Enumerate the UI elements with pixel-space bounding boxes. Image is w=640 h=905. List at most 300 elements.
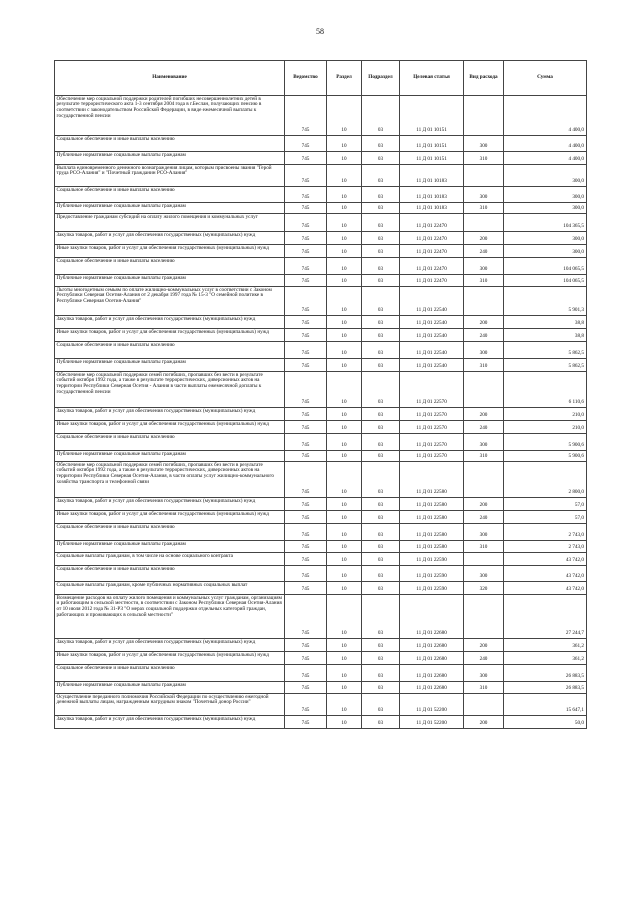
cell-ved: 745 — [285, 408, 327, 421]
table-row — [55, 245, 587, 258]
table-row — [55, 316, 587, 329]
cell-ved: 745 — [285, 316, 327, 329]
cell-sum: 104 065,5 — [504, 275, 587, 287]
cell-razdel: 10 — [327, 187, 362, 203]
cell-sum: 27 244,7 — [504, 595, 587, 639]
cell-podrazdel: 03 — [362, 694, 400, 716]
cell-target-article: 11 Д 01 22680 — [400, 595, 464, 639]
cell-ved: 745 — [285, 258, 327, 275]
cell-target-article: 11 Д 01 10151 — [400, 152, 464, 165]
cell-target-article: 11 Д 01 22680 — [400, 665, 464, 682]
table-row — [55, 652, 587, 665]
cell-razdel: 10 — [327, 541, 362, 553]
cell-expense-type: 310 — [464, 152, 504, 165]
cell-podrazdel: 03 — [362, 329, 400, 342]
cell-razdel: 10 — [327, 582, 362, 595]
cell-razdel: 10 — [327, 451, 362, 462]
cell-podrazdel: 03 — [362, 203, 400, 214]
cell-expense-type: 200 — [464, 408, 504, 421]
cell-podrazdel: 03 — [362, 498, 400, 511]
cell-target-article: 11 Д 01 10151 — [400, 136, 464, 152]
cell-podrazdel: 03 — [362, 553, 400, 566]
cell-name: Иные закупки товаров, работ и услуг для обеспечения государственных (муниципальных) нужд — [55, 245, 285, 258]
cell-ved: 745 — [285, 694, 327, 716]
cell-razdel: 10 — [327, 287, 362, 316]
cell-sum: 300,0 — [504, 232, 587, 245]
cell-razdel: 10 — [327, 652, 362, 665]
cell-target-article: 11 Д 01 10183 — [400, 203, 464, 214]
cell-target-article: 11 Д 01 22590 — [400, 553, 464, 566]
cell-ved: 745 — [285, 232, 327, 245]
cell-ved: 745 — [285, 541, 327, 553]
cell-sum: 210,0 — [504, 408, 587, 421]
cell-podrazdel: 03 — [362, 287, 400, 316]
cell-target-article: 11 Д 01 22470 — [400, 245, 464, 258]
cell-expense-type: 300 — [464, 342, 504, 359]
cell-name: Иные закупки товаров, работ и услуг для обеспечения государственных (муниципальных) нужд — [55, 511, 285, 524]
cell-sum: 104 365,5 — [504, 214, 587, 232]
cell-expense-type — [464, 372, 504, 408]
cell-ved: 745 — [285, 372, 327, 408]
table-row — [55, 553, 587, 566]
cell-name: Социальные выплаты гражданам, в том числе на основе социального контракта — [55, 553, 285, 566]
cell-razdel: 10 — [327, 359, 362, 372]
cell-name: Социальное обеспечение и иные выплаты населению — [55, 187, 285, 203]
cell-name: Публичные нормативные социальные выплаты гражданам — [55, 359, 285, 372]
cell-expense-type — [464, 214, 504, 232]
cell-sum: 300,0 — [504, 245, 587, 258]
cell-sum: 361,2 — [504, 652, 587, 665]
cell-ved: 745 — [285, 165, 327, 187]
table-header — [55, 61, 587, 96]
cell-podrazdel: 03 — [362, 434, 400, 451]
cell-razdel: 10 — [327, 595, 362, 639]
cell-target-article: 11 Д 01 22580 — [400, 462, 464, 498]
table-row — [55, 511, 587, 524]
cell-target-article: 11 Д 01 22570 — [400, 451, 464, 462]
cell-podrazdel: 03 — [362, 682, 400, 694]
cell-name: Выплата единовременного денежного вознаграждения лицам, которым присвоены звания "Герой труда РСО-Алания" и "Почетный гражданин РСО-Алания" — [55, 165, 285, 187]
cell-name: Публичные нормативные социальные выплаты гражданам — [55, 152, 285, 165]
cell-name: Социальное обеспечение и иные выплаты населению — [55, 566, 285, 582]
cell-name: Публичные нормативные социальные выплаты гражданам — [55, 682, 285, 694]
cell-target-article: 11 Д 01 52200 — [400, 716, 464, 729]
cell-razdel: 10 — [327, 421, 362, 434]
cell-expense-type: 240 — [464, 511, 504, 524]
header-sum: Сумма — [504, 61, 587, 96]
table-row — [55, 421, 587, 434]
cell-podrazdel: 03 — [362, 136, 400, 152]
cell-expense-type: 310 — [464, 451, 504, 462]
cell-ved: 745 — [285, 329, 327, 342]
cell-sum: 38,8 — [504, 316, 587, 329]
cell-name: Закупка товаров, работ и услуг для обеспечения государственных (муниципальных) нужд — [55, 639, 285, 652]
cell-podrazdel: 03 — [362, 595, 400, 639]
table-row — [55, 498, 587, 511]
cell-ved: 745 — [285, 96, 327, 136]
cell-razdel: 10 — [327, 434, 362, 451]
cell-razdel: 10 — [327, 342, 362, 359]
cell-podrazdel: 03 — [362, 566, 400, 582]
cell-razdel: 10 — [327, 152, 362, 165]
cell-expense-type: 200 — [464, 316, 504, 329]
cell-target-article: 11 Д 01 22590 — [400, 566, 464, 582]
table-row — [55, 342, 587, 359]
cell-target-article: 11 Д 01 22580 — [400, 498, 464, 511]
header-razdel: Раздел — [327, 61, 362, 96]
cell-target-article: 11 Д 01 10151 — [400, 96, 464, 136]
cell-target-article: 11 Д 01 22680 — [400, 639, 464, 652]
cell-expense-type: 310 — [464, 541, 504, 553]
cell-podrazdel: 03 — [362, 187, 400, 203]
cell-razdel: 10 — [327, 498, 362, 511]
cell-sum: 300,0 — [504, 203, 587, 214]
cell-name: Иные закупки товаров, работ и услуг для обеспечения государственных (муниципальных) нужд — [55, 421, 285, 434]
cell-name: Социальное обеспечение и иные выплаты населению — [55, 665, 285, 682]
cell-razdel: 10 — [327, 694, 362, 716]
cell-name: Публичные нормативные социальные выплаты гражданам — [55, 541, 285, 553]
cell-target-article: 11 Д 01 22470 — [400, 258, 464, 275]
cell-expense-type: 300 — [464, 136, 504, 152]
page-number: 58 — [316, 27, 324, 36]
table-row — [55, 203, 587, 214]
table-row — [55, 372, 587, 408]
cell-sum: 57,0 — [504, 511, 587, 524]
table-row — [55, 96, 587, 136]
cell-ved: 745 — [285, 152, 327, 165]
cell-expense-type: 310 — [464, 275, 504, 287]
cell-ved: 745 — [285, 682, 327, 694]
cell-expense-type: 310 — [464, 203, 504, 214]
table-row — [55, 187, 587, 203]
header-ved: Ведомство — [285, 61, 327, 96]
cell-name: Предоставление гражданам субсидий на оплату жилого помещения и коммунальных услуг — [55, 214, 285, 232]
cell-ved: 745 — [285, 451, 327, 462]
table-row — [55, 716, 587, 729]
cell-ved: 745 — [285, 665, 327, 682]
cell-ved: 745 — [285, 595, 327, 639]
cell-podrazdel: 03 — [362, 524, 400, 541]
cell-expense-type: 320 — [464, 582, 504, 595]
table-row — [55, 275, 587, 287]
cell-sum: 57,0 — [504, 498, 587, 511]
cell-name: Публичные нормативные социальные выплаты гражданам — [55, 203, 285, 214]
cell-name: Закупка товаров, работ и услуг для обеспечения государственных (муниципальных) нужд — [55, 498, 285, 511]
cell-expense-type: 200 — [464, 498, 504, 511]
cell-sum: 5 862,5 — [504, 342, 587, 359]
cell-target-article: 11 Д 01 22540 — [400, 342, 464, 359]
cell-sum: 104 065,5 — [504, 258, 587, 275]
cell-name: Осуществление переданного полномочия Российской Федерации по осуществлению ежегодной денежной выплаты лицам, награжденным нагрудным знаком "Почетный донор России" — [55, 694, 285, 716]
cell-name: Иные закупки товаров, работ и услуг для обеспечения государственных (муниципальных) нужд — [55, 652, 285, 665]
cell-target-article: 11 Д 01 22680 — [400, 652, 464, 665]
cell-ved: 745 — [285, 342, 327, 359]
table-row — [55, 451, 587, 462]
cell-razdel: 10 — [327, 462, 362, 498]
cell-expense-type — [464, 553, 504, 566]
cell-target-article: 11 Д 01 22570 — [400, 372, 464, 408]
cell-expense-type: 240 — [464, 652, 504, 665]
table-row — [55, 152, 587, 165]
cell-razdel: 10 — [327, 639, 362, 652]
cell-podrazdel: 03 — [362, 165, 400, 187]
cell-target-article: 11 Д 01 22470 — [400, 275, 464, 287]
cell-expense-type: 300 — [464, 187, 504, 203]
cell-razdel: 10 — [327, 316, 362, 329]
cell-target-article: 11 Д 01 22570 — [400, 434, 464, 451]
cell-target-article: 11 Д 01 22540 — [400, 329, 464, 342]
cell-razdel: 10 — [327, 716, 362, 729]
cell-podrazdel: 03 — [362, 665, 400, 682]
table-row — [55, 462, 587, 498]
cell-target-article: 11 Д 01 22580 — [400, 541, 464, 553]
table-row — [55, 682, 587, 694]
cell-name: Социальное обеспечение и иные выплаты населению — [55, 434, 285, 451]
cell-expense-type — [464, 165, 504, 187]
cell-target-article: 11 Д 01 22590 — [400, 582, 464, 595]
cell-ved: 745 — [285, 245, 327, 258]
table-row — [55, 595, 587, 639]
cell-podrazdel: 03 — [362, 541, 400, 553]
header-vr: Вид расхода — [464, 61, 504, 96]
cell-sum: 4 400,0 — [504, 136, 587, 152]
cell-target-article: 11 Д 01 22570 — [400, 408, 464, 421]
cell-expense-type — [464, 694, 504, 716]
cell-razdel: 10 — [327, 372, 362, 408]
cell-name: Закупка товаров, работ и услуг для обеспечения государственных (муниципальных) нужд — [55, 408, 285, 421]
cell-podrazdel: 03 — [362, 359, 400, 372]
cell-target-article: 11 Д 01 22470 — [400, 214, 464, 232]
header-csr: Целевая статья — [400, 61, 464, 96]
cell-expense-type — [464, 287, 504, 316]
cell-expense-type: 200 — [464, 639, 504, 652]
cell-ved: 745 — [285, 462, 327, 498]
cell-name: Закупка товаров, работ и услуг для обеспечения государственных (муниципальных) нужд — [55, 316, 285, 329]
cell-ved: 745 — [285, 639, 327, 652]
cell-sum: 15 647,1 — [504, 694, 587, 716]
cell-podrazdel: 03 — [362, 652, 400, 665]
cell-podrazdel: 03 — [362, 716, 400, 729]
cell-ved: 745 — [285, 566, 327, 582]
cell-target-article: 11 Д 01 22540 — [400, 287, 464, 316]
table-row — [55, 566, 587, 582]
cell-razdel: 10 — [327, 165, 362, 187]
cell-expense-type: 300 — [464, 524, 504, 541]
cell-razdel: 10 — [327, 524, 362, 541]
table-row — [55, 329, 587, 342]
cell-name: Возмещение расходов на оплату жилого помещения и коммунальных услуг гражданам, организациям и работающим в сельской местности, в соответствии с Законом Республики Северная Осетия-Алания от 10 июля 2012 года № 31-РЗ "О мерах социальной поддержки отдельных категорий граждан, работающих и проживающих в сельской местности" — [55, 595, 285, 639]
cell-podrazdel: 03 — [362, 582, 400, 595]
cell-podrazdel: 03 — [362, 408, 400, 421]
cell-sum: 2 743,0 — [504, 524, 587, 541]
cell-target-article: 11 Д 01 10183 — [400, 187, 464, 203]
cell-target-article: 11 Д 01 10183 — [400, 165, 464, 187]
cell-sum: 43 742,0 — [504, 553, 587, 566]
cell-ved: 745 — [285, 287, 327, 316]
cell-razdel: 10 — [327, 96, 362, 136]
header-row — [55, 61, 587, 96]
cell-sum: 5 901,3 — [504, 287, 587, 316]
table-row — [55, 665, 587, 682]
table-row — [55, 258, 587, 275]
cell-target-article: 11 Д 01 22570 — [400, 421, 464, 434]
cell-podrazdel: 03 — [362, 258, 400, 275]
cell-name: Обеспечение мер социальной поддержки семей погибших, пропавших без вести в результате событий октября 1992 года, а также в результате террористических, диверсионных актов на территории Республики Северная Осетия-Алания, в части оплаты услуг жилищно-коммунального хозяйства транспорта и телефонной связи — [55, 462, 285, 498]
cell-name: Социальные выплаты гражданам, кроме публичных нормативных социальных выплат — [55, 582, 285, 595]
cell-podrazdel: 03 — [362, 214, 400, 232]
cell-expense-type — [464, 462, 504, 498]
cell-ved: 745 — [285, 359, 327, 372]
cell-name: Закупка товаров, работ и услуг для обеспечения государственных (муниципальных) нужд — [55, 232, 285, 245]
cell-razdel: 10 — [327, 275, 362, 287]
cell-sum: 2 800,0 — [504, 462, 587, 498]
table-row — [55, 165, 587, 187]
cell-ved: 745 — [285, 652, 327, 665]
cell-ved: 745 — [285, 716, 327, 729]
header-podrazdel: Подраздел — [362, 61, 400, 96]
cell-expense-type: 200 — [464, 232, 504, 245]
cell-target-article: 11 Д 01 22540 — [400, 316, 464, 329]
cell-podrazdel: 03 — [362, 232, 400, 245]
cell-razdel: 10 — [327, 511, 362, 524]
table-body — [55, 96, 587, 729]
cell-target-article: 11 Д 01 22580 — [400, 524, 464, 541]
cell-ved: 745 — [285, 498, 327, 511]
cell-expense-type: 300 — [464, 566, 504, 582]
cell-name: Закупка товаров, работ и услуг для обеспечения государственных (муниципальных) нужд — [55, 716, 285, 729]
cell-sum: 38,8 — [504, 329, 587, 342]
cell-ved: 745 — [285, 421, 327, 434]
table-row — [55, 408, 587, 421]
cell-razdel: 10 — [327, 136, 362, 152]
cell-expense-type: 300 — [464, 434, 504, 451]
cell-podrazdel: 03 — [362, 451, 400, 462]
cell-podrazdel: 03 — [362, 152, 400, 165]
cell-target-article: 11 Д 01 52200 — [400, 694, 464, 716]
cell-razdel: 10 — [327, 232, 362, 245]
cell-podrazdel: 03 — [362, 96, 400, 136]
table-row — [55, 287, 587, 316]
table-row — [55, 434, 587, 451]
cell-expense-type: 240 — [464, 329, 504, 342]
cell-sum: 50,0 — [504, 716, 587, 729]
cell-ved: 745 — [285, 203, 327, 214]
cell-razdel: 10 — [327, 214, 362, 232]
cell-podrazdel: 03 — [362, 462, 400, 498]
table-row — [55, 582, 587, 595]
cell-razdel: 10 — [327, 665, 362, 682]
cell-razdel: 10 — [327, 682, 362, 694]
cell-name: Иные закупки товаров, работ и услуг для обеспечения государственных (муниципальных) нужд — [55, 329, 285, 342]
table-row — [55, 541, 587, 553]
cell-expense-type: 300 — [464, 665, 504, 682]
cell-razdel: 10 — [327, 566, 362, 582]
cell-podrazdel: 03 — [362, 342, 400, 359]
cell-target-article: 11 Д 01 22680 — [400, 682, 464, 694]
cell-ved: 745 — [285, 553, 327, 566]
cell-name: Обеспечение мер социальной поддержки семей погибших, пропавших без вести в результате событий октября 1992 года, а также в результате террористических, диверсионных актов на территории Республики Северная Осетия - Алания в части выплаты ежемесячной доплаты к государственной пенсии — [55, 372, 285, 408]
cell-target-article: 11 Д 01 22470 — [400, 232, 464, 245]
cell-name: Социальное обеспечение и иные выплаты населению — [55, 524, 285, 541]
cell-razdel: 10 — [327, 203, 362, 214]
cell-expense-type: 200 — [464, 716, 504, 729]
cell-sum: 4 400,0 — [504, 152, 587, 165]
table-row — [55, 639, 587, 652]
cell-podrazdel: 03 — [362, 316, 400, 329]
cell-ved: 745 — [285, 524, 327, 541]
cell-sum: 210,0 — [504, 421, 587, 434]
cell-sum: 2 743,0 — [504, 541, 587, 553]
cell-name: Публичные нормативные социальные выплаты гражданам — [55, 275, 285, 287]
cell-target-article: 11 Д 01 22540 — [400, 359, 464, 372]
cell-razdel: 10 — [327, 245, 362, 258]
cell-podrazdel: 03 — [362, 511, 400, 524]
cell-ved: 745 — [285, 582, 327, 595]
cell-sum: 4 400,0 — [504, 96, 587, 136]
cell-ved: 745 — [285, 275, 327, 287]
table-row — [55, 524, 587, 541]
cell-expense-type — [464, 595, 504, 639]
cell-sum: 5 862,5 — [504, 359, 587, 372]
budget-table — [54, 60, 587, 729]
cell-expense-type: 300 — [464, 258, 504, 275]
cell-target-article: 11 Д 01 22580 — [400, 511, 464, 524]
table-row — [55, 214, 587, 232]
cell-expense-type — [464, 96, 504, 136]
cell-expense-type: 310 — [464, 682, 504, 694]
cell-podrazdel: 03 — [362, 372, 400, 408]
cell-podrazdel: 03 — [362, 245, 400, 258]
cell-name: Льготы многодетным семьям по оплате жилищно-коммунальных услуг в соответствии с Законом Республики Северная Осетия-Алания от 2 декабря 1997 года № 15-3 "О семейной политике в Республике Северная Осетия-Алания" — [55, 287, 285, 316]
table-row — [55, 694, 587, 716]
cell-ved: 745 — [285, 434, 327, 451]
cell-name: Социальное обеспечение и иные выплаты населению — [55, 258, 285, 275]
cell-ved: 745 — [285, 511, 327, 524]
cell-sum: 6 110,6 — [504, 372, 587, 408]
cell-name: Публичные нормативные социальные выплаты гражданам — [55, 451, 285, 462]
cell-expense-type: 240 — [464, 245, 504, 258]
cell-expense-type: 310 — [464, 359, 504, 372]
cell-sum: 300,0 — [504, 165, 587, 187]
cell-sum: 26 883,5 — [504, 682, 587, 694]
cell-sum: 361,2 — [504, 639, 587, 652]
table-row — [55, 359, 587, 372]
cell-name: Социальное обеспечение и иные выплаты населению — [55, 136, 285, 152]
cell-name: Обеспечение мер социальной поддержки родителей погибших несовершеннолетних детей в результате террористического акта 1-3 сентября 2004 года в г.Беслан, получающих пенсию в соответствии с законодательством Российской Федерации, в виде ежемесячной выплаты к государственной пенсии — [55, 96, 285, 136]
cell-razdel: 10 — [327, 408, 362, 421]
cell-podrazdel: 03 — [362, 275, 400, 287]
cell-ved: 745 — [285, 136, 327, 152]
cell-sum: 300,0 — [504, 187, 587, 203]
cell-ved: 745 — [285, 187, 327, 203]
table-row — [55, 136, 587, 152]
cell-podrazdel: 03 — [362, 639, 400, 652]
cell-name: Социальное обеспечение и иные выплаты населению — [55, 342, 285, 359]
cell-razdel: 10 — [327, 329, 362, 342]
cell-expense-type: 240 — [464, 421, 504, 434]
cell-razdel: 10 — [327, 258, 362, 275]
cell-sum: 43 742,0 — [504, 582, 587, 595]
cell-podrazdel: 03 — [362, 421, 400, 434]
cell-sum: 43 742,0 — [504, 566, 587, 582]
cell-sum: 5 900,6 — [504, 451, 587, 462]
table-row — [55, 232, 587, 245]
cell-ved: 745 — [285, 214, 327, 232]
header-name: Наименование — [55, 61, 285, 96]
cell-sum: 26 883,5 — [504, 665, 587, 682]
cell-razdel: 10 — [327, 553, 362, 566]
cell-sum: 5 900,6 — [504, 434, 587, 451]
